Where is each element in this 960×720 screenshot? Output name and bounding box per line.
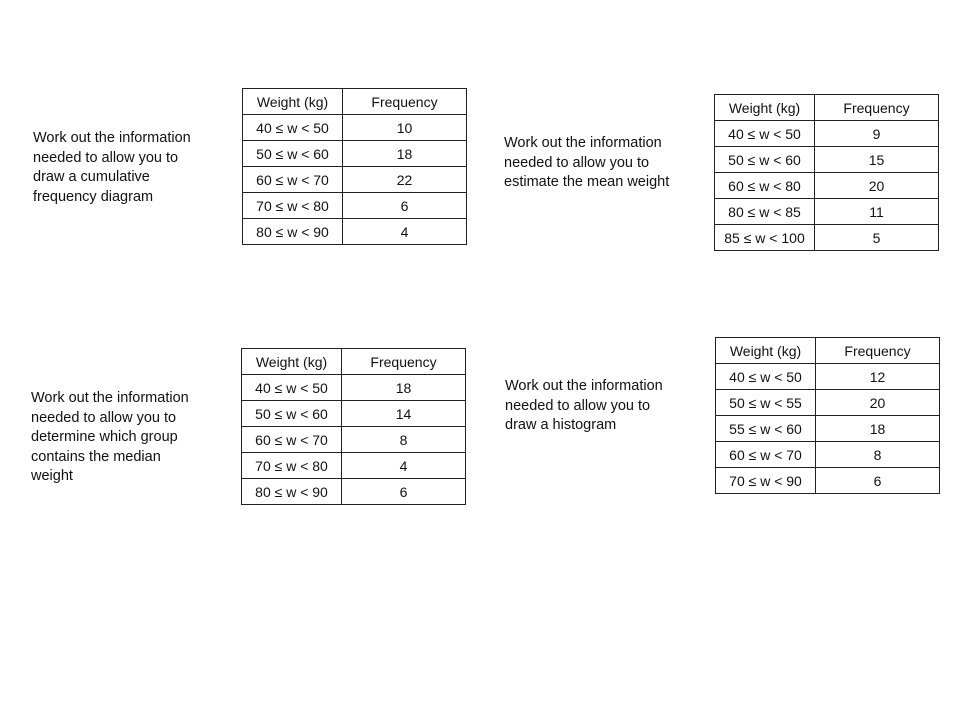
weight-column-header: Weight (kg) <box>242 349 342 375</box>
weight-interval-cell: 40 ≤ w < 50 <box>242 375 342 401</box>
weight-column-header: Weight (kg) <box>716 338 816 364</box>
table-row <box>243 219 467 245</box>
task-histogram-prompt: Work out the information needed to allow you to draw a histogram <box>505 378 663 433</box>
table-row <box>243 115 467 141</box>
task-cumulative-frequency-prompt: Work out the information needed to allow you to draw a cumulative frequency diagram <box>33 130 191 205</box>
table-row <box>715 121 939 147</box>
task-mean-weight-prompt: Work out the information needed to allow you to estimate the mean weight <box>504 135 670 190</box>
frequency-cell: 6 <box>342 479 466 505</box>
weight-interval-cell: 40 ≤ w < 50 <box>716 364 816 390</box>
frequency-column-header: Frequency <box>816 338 940 364</box>
frequency-cell: 12 <box>816 364 940 390</box>
weight-column-header: Weight (kg) <box>715 95 815 121</box>
table-row <box>716 442 940 468</box>
weight-interval-cell: 70 ≤ w < 90 <box>716 468 816 494</box>
table-row <box>243 167 467 193</box>
frequency-cell: 5 <box>815 225 939 251</box>
table-row <box>715 173 939 199</box>
table-row <box>242 375 466 401</box>
weight-interval-cell: 60 ≤ w < 70 <box>716 442 816 468</box>
frequency-column-header: Frequency <box>815 95 939 121</box>
table-header-row <box>243 89 467 115</box>
frequency-table-histogram <box>715 337 940 494</box>
frequency-cell: 9 <box>815 121 939 147</box>
table-row <box>243 141 467 167</box>
weight-interval-cell: 50 ≤ w < 60 <box>242 401 342 427</box>
frequency-column-header: Frequency <box>343 89 467 115</box>
table-row <box>242 479 466 505</box>
weight-interval-cell: 55 ≤ w < 60 <box>716 416 816 442</box>
weight-interval-cell: 70 ≤ w < 80 <box>242 453 342 479</box>
table-row <box>242 427 466 453</box>
table-row <box>716 390 940 416</box>
frequency-cell: 22 <box>343 167 467 193</box>
frequency-cell: 8 <box>342 427 466 453</box>
frequency-column-header: Frequency <box>342 349 466 375</box>
frequency-cell: 8 <box>816 442 940 468</box>
frequency-cell: 10 <box>343 115 467 141</box>
frequency-cell: 6 <box>816 468 940 494</box>
weight-interval-cell: 60 ≤ w < 70 <box>243 167 343 193</box>
weight-interval-cell: 50 ≤ w < 55 <box>716 390 816 416</box>
weight-interval-cell: 50 ≤ w < 60 <box>243 141 343 167</box>
table-header-row <box>716 338 940 364</box>
weight-interval-cell: 80 ≤ w < 90 <box>242 479 342 505</box>
weight-interval-cell: 60 ≤ w < 80 <box>715 173 815 199</box>
frequency-cell: 4 <box>342 453 466 479</box>
weight-interval-cell: 80 ≤ w < 85 <box>715 199 815 225</box>
frequency-table-median <box>241 348 466 505</box>
table-header-row <box>242 349 466 375</box>
table-row <box>716 364 940 390</box>
frequency-table-cumulative <box>242 88 467 245</box>
frequency-cell: 18 <box>816 416 940 442</box>
frequency-cell: 20 <box>816 390 940 416</box>
weight-column-header: Weight (kg) <box>243 89 343 115</box>
weight-interval-cell: 80 ≤ w < 90 <box>243 219 343 245</box>
table-row <box>715 199 939 225</box>
frequency-cell: 18 <box>343 141 467 167</box>
table-row <box>716 468 940 494</box>
frequency-table-mean <box>714 94 939 251</box>
weight-interval-cell: 85 ≤ w < 100 <box>715 225 815 251</box>
frequency-cell: 4 <box>343 219 467 245</box>
frequency-cell: 18 <box>342 375 466 401</box>
table-row <box>715 147 939 173</box>
weight-interval-cell: 70 ≤ w < 80 <box>243 193 343 219</box>
weight-interval-cell: 40 ≤ w < 50 <box>715 121 815 147</box>
table-row <box>715 225 939 251</box>
weight-interval-cell: 60 ≤ w < 70 <box>242 427 342 453</box>
frequency-cell: 14 <box>342 401 466 427</box>
frequency-cell: 6 <box>343 193 467 219</box>
table-row <box>243 193 467 219</box>
weight-interval-cell: 50 ≤ w < 60 <box>715 147 815 173</box>
frequency-cell: 11 <box>815 199 939 225</box>
table-row <box>716 416 940 442</box>
table-header-row <box>715 95 939 121</box>
frequency-cell: 20 <box>815 173 939 199</box>
table-row <box>242 401 466 427</box>
table-row <box>242 453 466 479</box>
task-median-group-prompt: Work out the information needed to allow you to determine which group contains the median weight <box>31 390 189 484</box>
weight-interval-cell: 40 ≤ w < 50 <box>243 115 343 141</box>
frequency-cell: 15 <box>815 147 939 173</box>
